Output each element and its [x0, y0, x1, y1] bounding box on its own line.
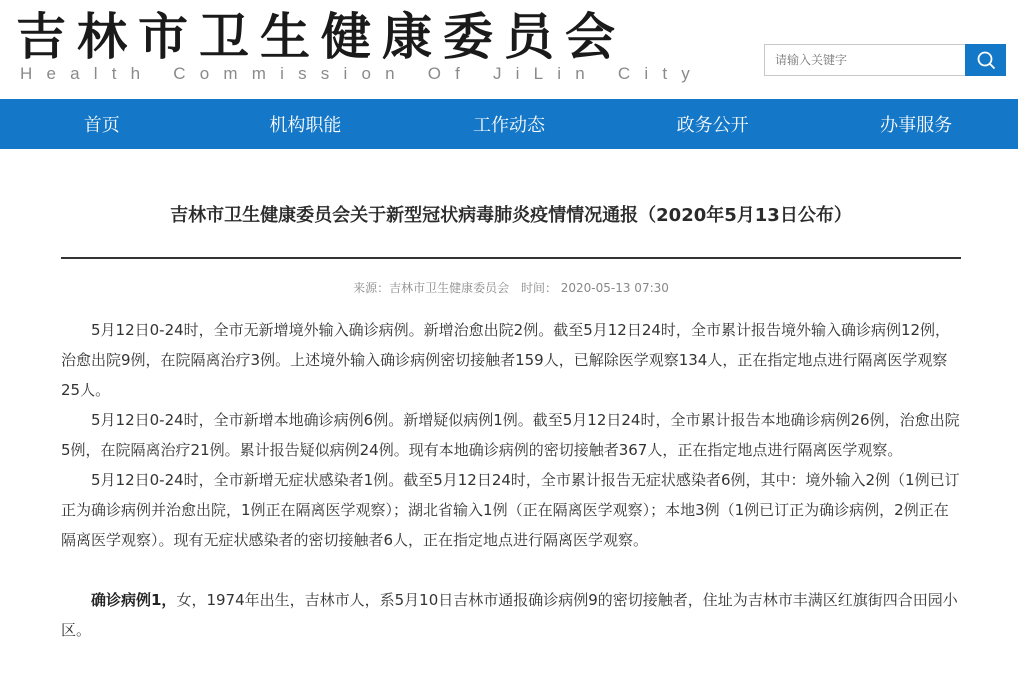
- search-button[interactable]: [965, 44, 1006, 76]
- paragraph: 5月12日0-24时，全市新增无症状感染者1例。截至5月12日24时，全市累计报告无症状感染者6例，其中：境外输入2例（1例已订正为确诊病例并治愈出院，1例正在隔离医学观察）；湖北省输入1例（正在隔离医学观察）；本地3例（1例已订正为确诊病例，2例正在隔离医学观察）。现有无症状感染者的密切接触者6人，正在指定地点进行隔离医学观察。: [61, 471, 960, 549]
- article-source: 来源：吉林市卫生健康委员会: [353, 281, 510, 295]
- nav-item-news[interactable]: 工作动态: [472, 115, 545, 136]
- search-icon: [976, 50, 996, 70]
- site-header: [0, 0, 1018, 99]
- article-time: 时间： 2020-05-13 07:30: [520, 281, 669, 295]
- case-paragraph: [61, 585, 961, 645]
- nav-item-public-affairs[interactable]: 政务公开: [676, 115, 749, 136]
- site-logo-title[interactable]: 吉林市卫生健康委员会: [16, 7, 626, 66]
- case-label: 确诊病例1，: [91, 591, 177, 609]
- article: [0, 149, 1018, 645]
- article-meta: [61, 279, 961, 297]
- case-text: 女，1974年出生，吉林市人，系5月10日吉林市通报确诊病例9的密切接触者，住址为吉林市丰满区红旗街四合田园小区。: [61, 591, 958, 639]
- article-body: [61, 315, 961, 645]
- site-logo-subtitle: Health Commission Of JiLin City: [20, 64, 704, 83]
- search-box: [764, 44, 1006, 76]
- nav-item-services[interactable]: 办事服务: [880, 115, 953, 136]
- paragraph: 5月12日0-24时，全市无新增境外输入确诊病例。新增治愈出院2例。截至5月12日24时，全市累计报告境外输入确诊病例12例，治愈出院9例，在院隔离治疗3例。上述境外输入确诊病例密切接触者159人，已解除医学观察134人，正在指定地点进行隔离医学观察25人。: [61, 321, 951, 399]
- nav-item-home[interactable]: 首页: [83, 115, 120, 136]
- paragraph: 5月12日0-24时，全市新增本地确诊病例6例。新增疑似病例1例。截至5月12日24时，全市累计报告本地确诊病例26例，治愈出院5例，在院隔离治疗21例。累计报告疑似病例24例。现有本地确诊病例的密切接触者367人，正在指定地点进行隔离医学观察。: [61, 411, 960, 459]
- search-input[interactable]: [764, 44, 965, 76]
- main-nav: [0, 99, 1018, 149]
- title-divider: [61, 257, 961, 259]
- article-title: 吉林市卫生健康委员会关于新型冠状病毒肺炎疫情情况通报（2020年5月13日公布）: [170, 205, 852, 226]
- nav-item-organization[interactable]: 机构职能: [269, 115, 342, 136]
